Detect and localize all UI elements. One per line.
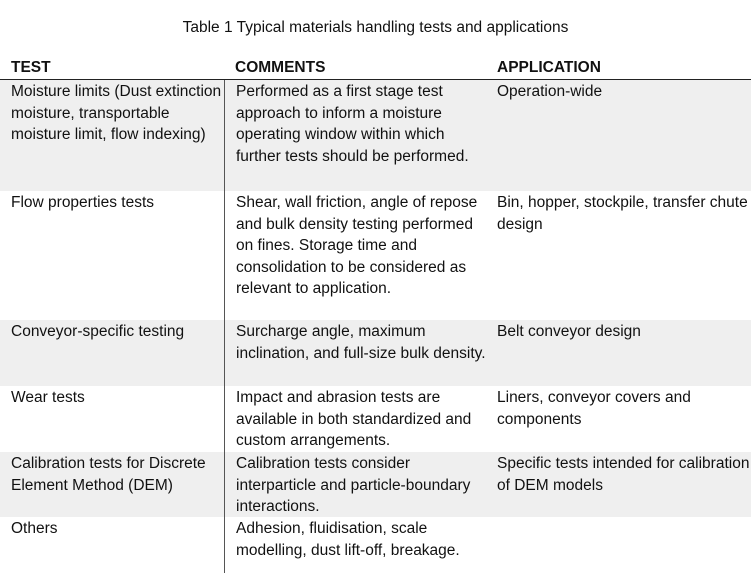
cell-comments: Shear, wall friction, angle of repose and bulk density testing performed on fines. Storage time and consolidation to be considered as relevant to application. [224,191,486,320]
table-row [0,386,751,452]
table-row [0,452,751,517]
cell-comments: Adhesion, fluidisation, scale modelling, dust lift-off, breakage. [224,517,486,573]
cell-application: Operation-wide [497,83,603,100]
header-test: TEST [11,59,51,76]
cell-test: Conveyor-specific testing [11,323,185,340]
cell-comments: Impact and abrasion tests are available in both standardized and custom arrangements. [224,386,486,452]
table-caption: Table 1 Typical materials handling tests and applications [182,19,569,36]
table-row [0,320,751,386]
cell-comments: Calibration tests consider interparticle and particle-boundary interactions. [224,452,486,517]
cell-test: Others [11,520,58,537]
table-row [0,517,751,573]
cell-application: Liners, conveyor covers and components [497,389,691,428]
cell-test: Wear tests [11,389,85,406]
header-application: APPLICATION [497,59,601,76]
cell-test: Moisture limits (Dust extinction moisture, transportable moisture limit, flow indexing) [11,83,222,143]
table-row [0,80,751,191]
cell-comments: Surcharge angle, maximum inclination, and full-size bulk density. [224,320,486,386]
header-comments: COMMENTS [235,59,326,76]
cell-test: Flow properties tests [11,194,154,211]
cell-comments: Performed as a first stage test approach to inform a moisture operating window within which further tests should be performed. [224,80,486,191]
cell-application: Bin, hopper, stockpile, transfer chute design [497,194,748,233]
cell-application: Belt conveyor design [497,323,641,340]
cell-application [486,517,751,573]
table-row [0,191,751,320]
cell-test: Calibration tests for Discrete Element Method (DEM) [11,455,206,494]
cell-application: Specific tests intended for calibration of DEM models [497,455,750,494]
materials-tests-table [0,54,751,573]
table-header-row [0,54,751,80]
